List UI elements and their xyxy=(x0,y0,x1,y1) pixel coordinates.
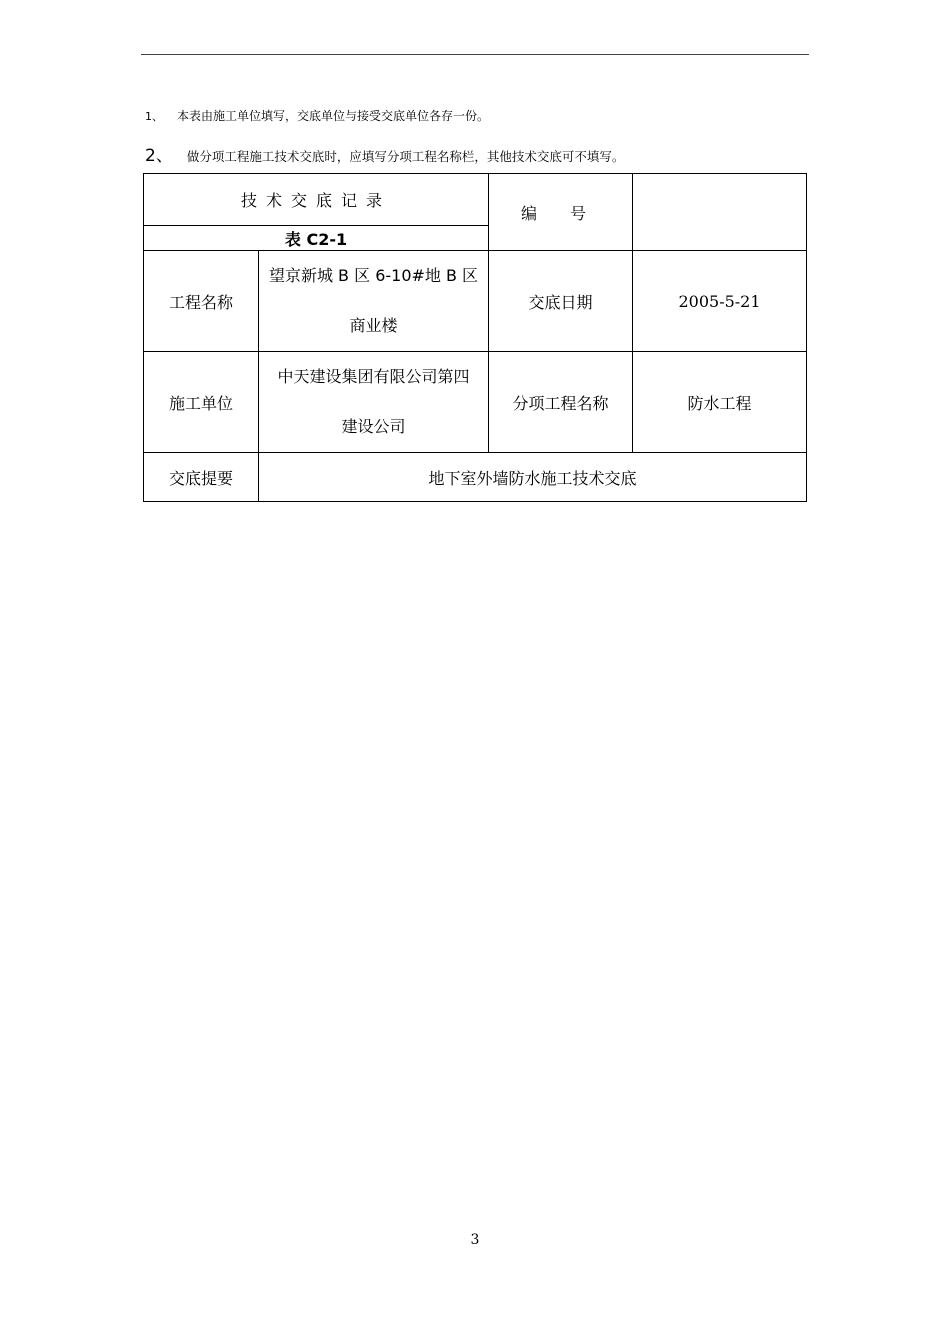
date-label: 交底日期 xyxy=(489,251,633,352)
note-1-number: 1、 xyxy=(145,110,163,123)
contractor-line-2: 建设公司 xyxy=(341,417,406,436)
date-value: 2005-5-21 xyxy=(633,251,807,352)
subitem-value: 防水工程 xyxy=(633,352,807,453)
summary-label: 交底提要 xyxy=(144,453,259,502)
note-1-text: 本表由施工单位填写，交底单位与接受交底单位各存一份。 xyxy=(177,109,490,123)
project-name-line-2: 商业楼 xyxy=(349,316,398,335)
note-1 xyxy=(145,107,489,124)
project-name-line-1: 望京新城 B 区 6-10#地 B 区 xyxy=(268,266,479,285)
contractor-line-1: 中天建设集团有限公司第四 xyxy=(277,367,470,386)
note-2-text: 做分项工程施工技术交底时，应填写分项工程名称栏，其他技术交底可不填写。 xyxy=(186,149,625,164)
contractor-value xyxy=(259,352,489,453)
number-value xyxy=(633,174,807,251)
page-number: 3 xyxy=(470,1232,480,1248)
form-number: 表 C2-1 xyxy=(144,226,489,251)
header-rule xyxy=(141,54,809,55)
summary-value: 地下室外墙防水施工技术交底 xyxy=(259,453,807,502)
subitem-label: 分项工程名称 xyxy=(489,352,633,453)
technical-disclosure-record-table xyxy=(143,173,807,502)
form-title: 技术交底记录 xyxy=(144,174,489,226)
project-name-value xyxy=(259,251,489,352)
project-name-label: 工程名称 xyxy=(144,251,259,352)
contractor-label: 施工单位 xyxy=(144,352,259,453)
note-2 xyxy=(145,141,624,166)
number-label: 编 号 xyxy=(489,174,633,251)
note-2-number: 2、 xyxy=(145,146,173,166)
